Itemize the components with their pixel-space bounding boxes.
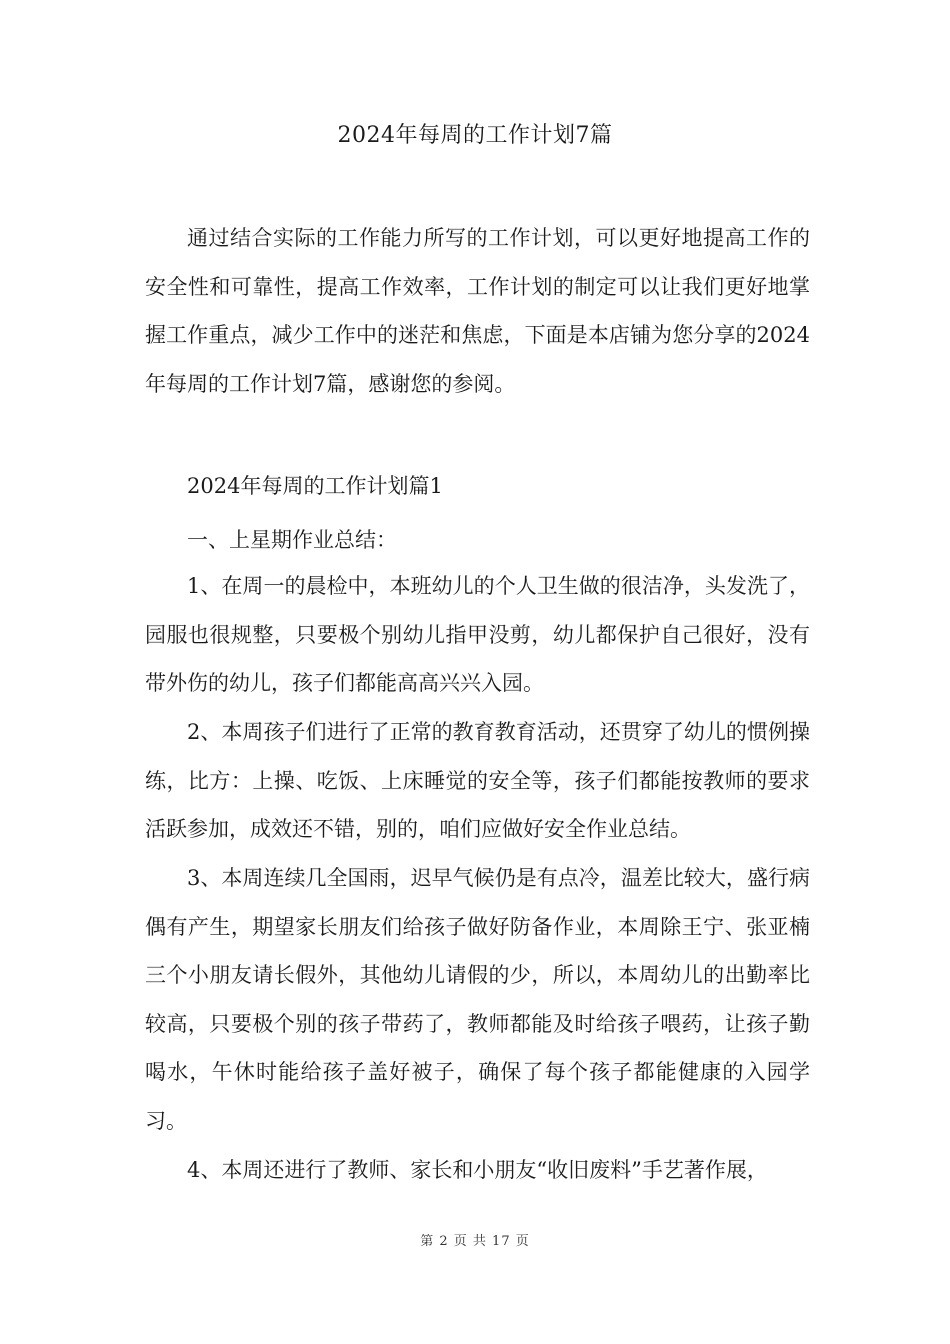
- section-heading: 2024年每周的工作计划篇1: [187, 474, 443, 498]
- list-item: 1、在周一的晨检中，本班幼儿的个人卫生做的很洁净，头发洗了，园服也很规整，只要极个别幼儿指甲没剪，幼儿都保护自己很好，没有带外伤的幼儿，孩子们都能高高兴兴入园。: [145, 574, 810, 695]
- document-title: 2024年每周的工作计划7篇: [337, 123, 613, 148]
- subheading: 一、上星期作业总结：: [187, 528, 397, 552]
- list-item: 2、本周孩子们进行了正常的教育教育活动，还贯穿了幼儿的惯例操练，比方：上操、吃饭、上床睡觉的安全等，孩子们都能按教师的要求活跃参加，成效还不错，别的，咱们应做好安全作业总结。: [145, 720, 810, 841]
- page-footer: 第 2 页 共 17 页: [420, 1234, 530, 1249]
- list-item: 3、本周连续几全国雨，迟早气候仍是有点冷，温差比较大，盛行病偶有产生，期望家长朋友们给孩子做好防备作业，本周除王宁、张亚楠三个小朋友请长假外，其他幼儿请假的少，所以，本周幼儿的出勤率比较高，只要极个别的孩子带药了，教师都能及时给孩子喂药，让孩子勤喝水，午休时能给孩子盖好被子，确保了每个孩子都能健康的入园学习。: [145, 866, 810, 1133]
- list-item: 4、本周还进行了教师、家长和小朋友“收旧废料”手艺著作展，: [187, 1158, 768, 1182]
- intro-paragraph: 通过结合实际的工作能力所写的工作计划，可以更好地提高工作的安全性和可靠性，提高工作效率，工作计划的制定可以让我们更好地掌握工作重点，减少工作中的迷茫和焦虑，下面是本店铺为您分享的2024年每周的工作计划7篇，感谢您的参阅。: [145, 226, 810, 396]
